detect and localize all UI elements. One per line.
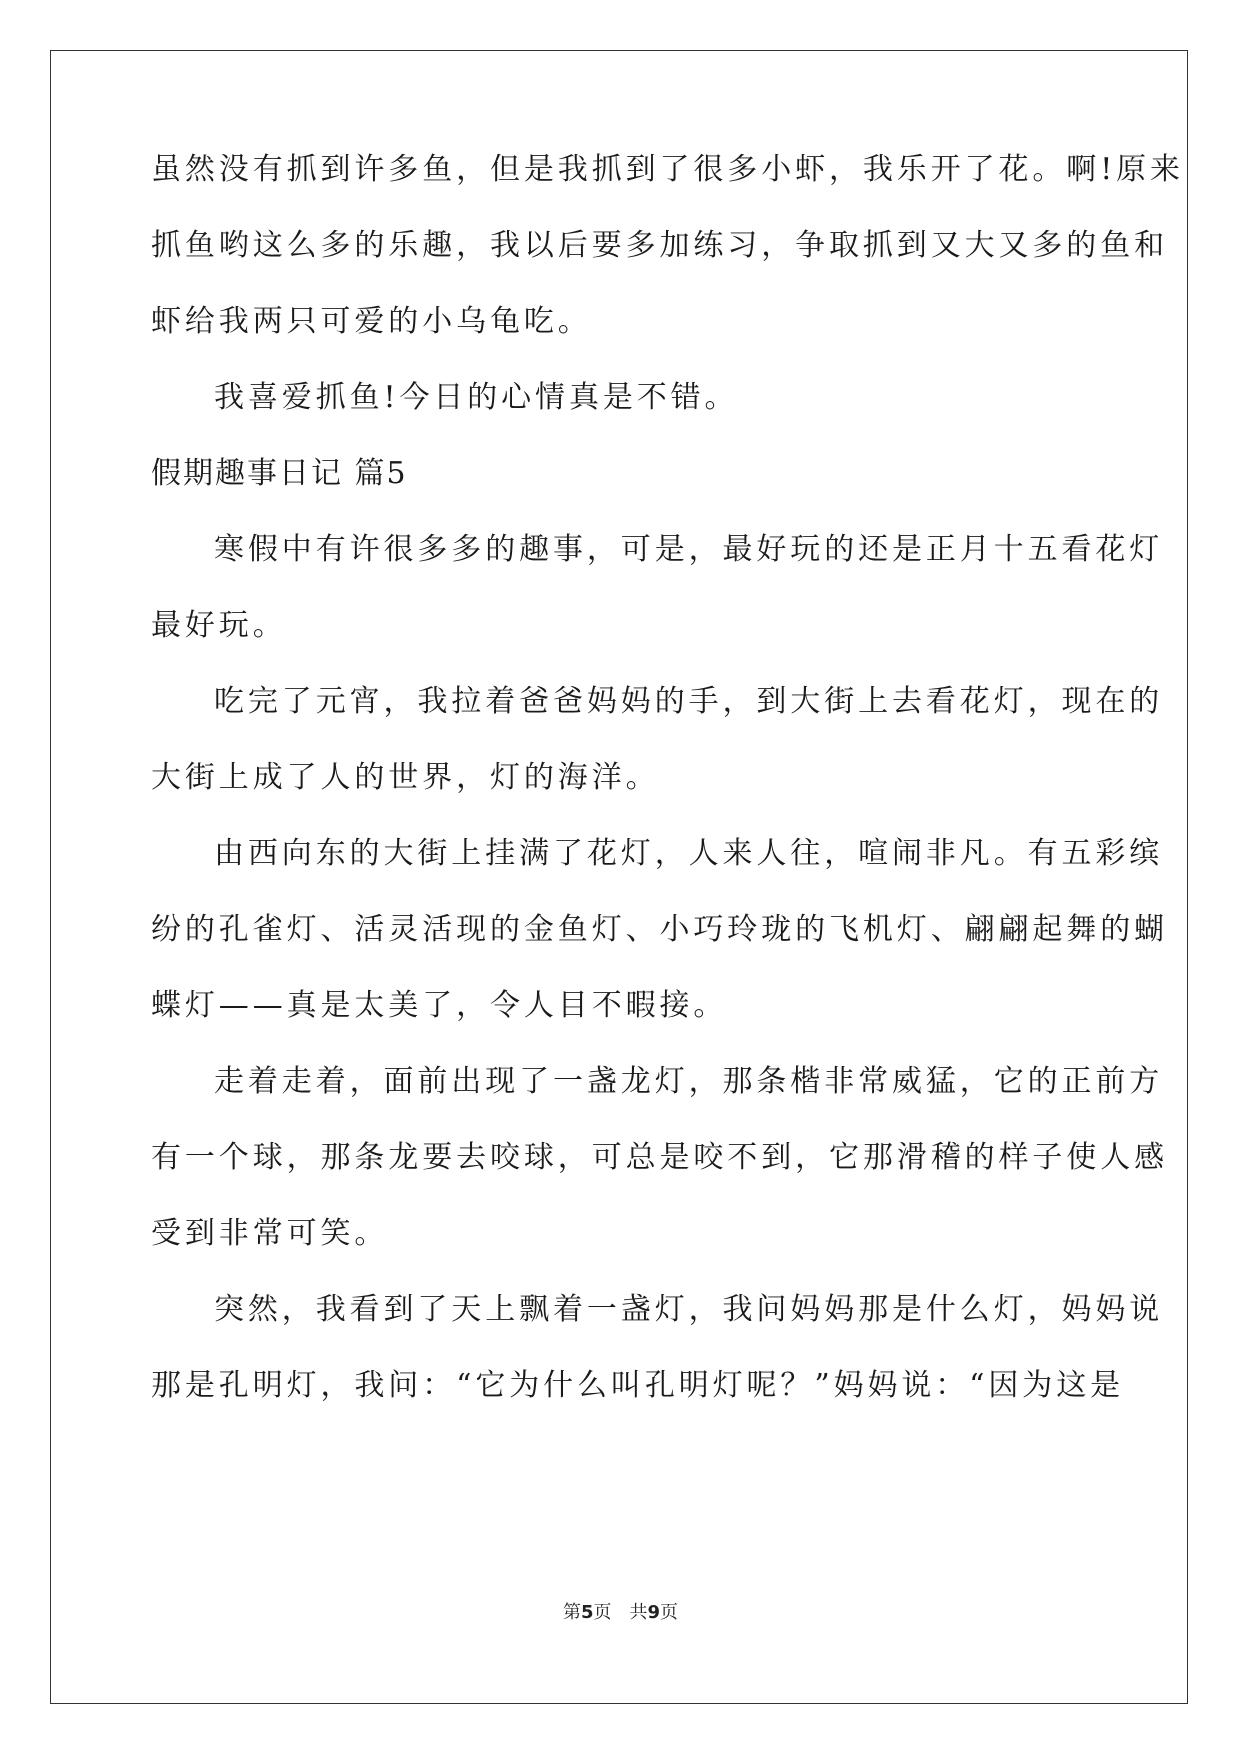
paragraph-line: 抓鱼哟这么多的乐趣，我以后要多加练习，争取抓到又大又多的鱼和 [151, 228, 1168, 263]
page-border [50, 50, 1188, 1704]
page-prefix: 第 [562, 1602, 581, 1623]
paragraph-line: 由西向东的大街上挂满了花灯，人来人往，喧闹非凡。有五彩缤 [214, 836, 1164, 871]
total-suffix: 页 [660, 1602, 679, 1623]
paragraph-line: 我喜爱抓鱼!今日的心情真是不错。 [214, 380, 739, 415]
paragraph-line: 有一个球，那条龙要去咬球，可总是咬不到，它那滑稽的样子使人感 [151, 1140, 1168, 1175]
page-suffix: 页 [593, 1602, 612, 1623]
paragraph-line: 蝶灯——真是太美了，令人目不暇接。 [151, 988, 728, 1023]
total-prefix: 共 [629, 1602, 648, 1623]
paragraph-line: 突然，我看到了天上飘着一盏灯，我问妈妈那是什么灯，妈妈说 [214, 1292, 1164, 1327]
paragraph-line: 走着走着，面前出现了一盏龙灯，那条楷非常威猛，它的正前方 [214, 1064, 1164, 1099]
paragraph-line: 吃完了元宵，我拉着爸爸妈妈的手，到大街上去看花灯，现在的 [214, 684, 1164, 719]
paragraph-line: 受到非常可笑。 [151, 1216, 389, 1251]
current-page-number: 5 [580, 1602, 594, 1623]
total-page-count: 9 [647, 1602, 661, 1623]
paragraph-line: 那是孔明灯，我问：“它为什么叫孔明灯呢？”妈妈说：“因为这是 [151, 1368, 1125, 1403]
paragraph-line: 纷的孔雀灯、活灵活现的金鱼灯、小巧玲珑的飞机灯、翩翩起舞的蝴 [151, 912, 1168, 947]
paragraph-line: 虽然没有抓到许多鱼，但是我抓到了很多小虾，我乐开了花。啊!原来 [151, 152, 1184, 187]
paragraph-line: 最好玩。 [151, 608, 287, 643]
paragraph-line: 寒假中有许很多多的趣事，可是，最好玩的还是正月十五看花灯 [214, 532, 1164, 567]
page-footer [0, 1601, 1241, 1625]
section-heading: 假期趣事日记 篇5 [151, 456, 408, 491]
paragraph-line: 大街上成了人的世界，灯的海洋。 [151, 760, 660, 795]
paragraph-line: 虾给我两只可爱的小乌龟吃。 [151, 304, 592, 339]
